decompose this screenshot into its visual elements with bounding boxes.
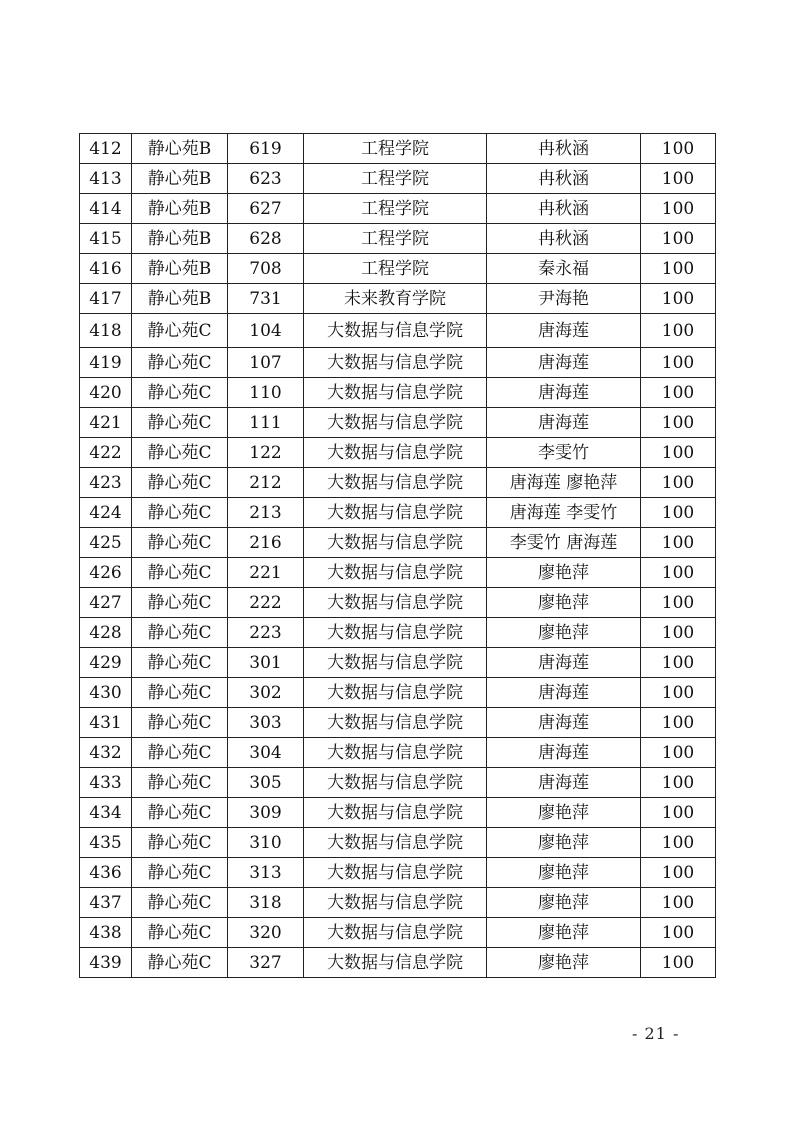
- building-cell: 静心苑B: [132, 224, 228, 254]
- building-cell: 静心苑B: [132, 194, 228, 224]
- score-cell: 100: [641, 134, 716, 164]
- counselor-cell: 冉秋涵: [487, 194, 641, 224]
- building-cell: 静心苑C: [132, 708, 228, 738]
- row-number-cell: 422: [80, 438, 132, 468]
- room-cell: 216: [228, 528, 304, 558]
- score-cell: 100: [641, 708, 716, 738]
- college-cell: 大数据与信息学院: [304, 558, 487, 588]
- score-cell: 100: [641, 284, 716, 314]
- college-cell: 大数据与信息学院: [304, 738, 487, 768]
- counselor-cell: 廖艳萍: [487, 798, 641, 828]
- score-cell: 100: [641, 438, 716, 468]
- score-cell: 100: [641, 828, 716, 858]
- counselor-cell: 唐海莲 李雯竹: [487, 498, 641, 528]
- table-row: [80, 678, 716, 708]
- table-row: [80, 194, 716, 224]
- table-row: [80, 284, 716, 314]
- college-cell: 工程学院: [304, 164, 487, 194]
- table-row: [80, 888, 716, 918]
- building-cell: 静心苑C: [132, 798, 228, 828]
- row-number-cell: 424: [80, 498, 132, 528]
- score-cell: 100: [641, 588, 716, 618]
- building-cell: 静心苑C: [132, 348, 228, 378]
- counselor-cell: 李雯竹 唐海莲: [487, 528, 641, 558]
- room-cell: 619: [228, 134, 304, 164]
- row-number-cell: 417: [80, 284, 132, 314]
- score-cell: 100: [641, 918, 716, 948]
- building-cell: 静心苑C: [132, 618, 228, 648]
- counselor-cell: 廖艳萍: [487, 618, 641, 648]
- college-cell: 大数据与信息学院: [304, 468, 487, 498]
- table-row: [80, 224, 716, 254]
- college-cell: 工程学院: [304, 134, 487, 164]
- counselor-cell: 唐海莲: [487, 348, 641, 378]
- counselor-cell: 廖艳萍: [487, 888, 641, 918]
- room-cell: 313: [228, 858, 304, 888]
- building-cell: 静心苑B: [132, 284, 228, 314]
- room-cell: 111: [228, 408, 304, 438]
- counselor-cell: 唐海莲: [487, 314, 641, 348]
- college-cell: 大数据与信息学院: [304, 708, 487, 738]
- college-cell: 大数据与信息学院: [304, 858, 487, 888]
- building-cell: 静心苑C: [132, 768, 228, 798]
- building-cell: 静心苑C: [132, 528, 228, 558]
- table-row: [80, 314, 716, 348]
- college-cell: 大数据与信息学院: [304, 348, 487, 378]
- table-row: [80, 648, 716, 678]
- building-cell: 静心苑C: [132, 558, 228, 588]
- college-cell: 大数据与信息学院: [304, 798, 487, 828]
- score-cell: 100: [641, 858, 716, 888]
- row-number-cell: 428: [80, 618, 132, 648]
- counselor-cell: 唐海莲: [487, 648, 641, 678]
- building-cell: 静心苑B: [132, 134, 228, 164]
- counselor-cell: 李雯竹: [487, 438, 641, 468]
- score-cell: 100: [641, 648, 716, 678]
- counselor-cell: 冉秋涵: [487, 134, 641, 164]
- page-number: - 21 -: [632, 1024, 680, 1043]
- row-number-cell: 421: [80, 408, 132, 438]
- table-row: [80, 828, 716, 858]
- row-number-cell: 430: [80, 678, 132, 708]
- row-number-cell: 432: [80, 738, 132, 768]
- building-cell: 静心苑B: [132, 254, 228, 284]
- row-number-cell: 438: [80, 918, 132, 948]
- counselor-cell: 秦永福: [487, 254, 641, 284]
- college-cell: 大数据与信息学院: [304, 648, 487, 678]
- room-cell: 304: [228, 738, 304, 768]
- counselor-cell: 廖艳萍: [487, 588, 641, 618]
- building-cell: 静心苑B: [132, 164, 228, 194]
- row-number-cell: 414: [80, 194, 132, 224]
- counselor-cell: 廖艳萍: [487, 858, 641, 888]
- college-cell: 工程学院: [304, 194, 487, 224]
- building-cell: 静心苑C: [132, 948, 228, 978]
- building-cell: 静心苑C: [132, 918, 228, 948]
- score-cell: 100: [641, 618, 716, 648]
- score-cell: 100: [641, 468, 716, 498]
- row-number-cell: 426: [80, 558, 132, 588]
- college-cell: 大数据与信息学院: [304, 918, 487, 948]
- row-number-cell: 416: [80, 254, 132, 284]
- counselor-cell: 廖艳萍: [487, 558, 641, 588]
- building-cell: 静心苑C: [132, 498, 228, 528]
- room-cell: 623: [228, 164, 304, 194]
- score-cell: 100: [641, 798, 716, 828]
- table-row: [80, 948, 716, 978]
- row-number-cell: 429: [80, 648, 132, 678]
- building-cell: 静心苑C: [132, 314, 228, 348]
- room-cell: 104: [228, 314, 304, 348]
- table-row: [80, 858, 716, 888]
- score-cell: 100: [641, 738, 716, 768]
- score-cell: 100: [641, 528, 716, 558]
- table-row: [80, 768, 716, 798]
- room-cell: 303: [228, 708, 304, 738]
- counselor-cell: 廖艳萍: [487, 948, 641, 978]
- counselor-cell: 唐海莲: [487, 678, 641, 708]
- building-cell: 静心苑C: [132, 588, 228, 618]
- room-cell: 110: [228, 378, 304, 408]
- table-row: [80, 378, 716, 408]
- score-cell: 100: [641, 224, 716, 254]
- building-cell: 静心苑C: [132, 408, 228, 438]
- room-cell: 309: [228, 798, 304, 828]
- table-row: [80, 528, 716, 558]
- table-row: [80, 438, 716, 468]
- counselor-cell: 唐海莲: [487, 708, 641, 738]
- room-cell: 213: [228, 498, 304, 528]
- score-cell: 100: [641, 164, 716, 194]
- room-cell: 222: [228, 588, 304, 618]
- row-number-cell: 415: [80, 224, 132, 254]
- building-cell: 静心苑C: [132, 738, 228, 768]
- dormitory-score-table: [79, 133, 716, 978]
- building-cell: 静心苑C: [132, 648, 228, 678]
- row-number-cell: 427: [80, 588, 132, 618]
- table-row: [80, 708, 716, 738]
- row-number-cell: 439: [80, 948, 132, 978]
- room-cell: 122: [228, 438, 304, 468]
- room-cell: 627: [228, 194, 304, 224]
- counselor-cell: 唐海莲: [487, 768, 641, 798]
- table-row: [80, 558, 716, 588]
- score-cell: 100: [641, 378, 716, 408]
- building-cell: 静心苑C: [132, 438, 228, 468]
- row-number-cell: 425: [80, 528, 132, 558]
- score-cell: 100: [641, 678, 716, 708]
- table-row: [80, 408, 716, 438]
- row-number-cell: 436: [80, 858, 132, 888]
- room-cell: 310: [228, 828, 304, 858]
- score-cell: 100: [641, 194, 716, 224]
- college-cell: 工程学院: [304, 224, 487, 254]
- room-cell: 628: [228, 224, 304, 254]
- college-cell: 大数据与信息学院: [304, 528, 487, 558]
- table-body: [80, 134, 716, 978]
- row-number-cell: 418: [80, 314, 132, 348]
- room-cell: 212: [228, 468, 304, 498]
- building-cell: 静心苑C: [132, 858, 228, 888]
- score-cell: 100: [641, 314, 716, 348]
- table-row: [80, 918, 716, 948]
- room-cell: 320: [228, 918, 304, 948]
- score-cell: 100: [641, 888, 716, 918]
- building-cell: 静心苑C: [132, 828, 228, 858]
- room-cell: 107: [228, 348, 304, 378]
- row-number-cell: 412: [80, 134, 132, 164]
- score-cell: 100: [641, 768, 716, 798]
- room-cell: 318: [228, 888, 304, 918]
- table-row: [80, 164, 716, 194]
- college-cell: 大数据与信息学院: [304, 314, 487, 348]
- table-row: [80, 134, 716, 164]
- table-row: [80, 468, 716, 498]
- score-cell: 100: [641, 558, 716, 588]
- college-cell: 大数据与信息学院: [304, 618, 487, 648]
- score-cell: 100: [641, 948, 716, 978]
- counselor-cell: 冉秋涵: [487, 224, 641, 254]
- counselor-cell: 唐海莲: [487, 408, 641, 438]
- room-cell: 327: [228, 948, 304, 978]
- room-cell: 731: [228, 284, 304, 314]
- college-cell: 大数据与信息学院: [304, 378, 487, 408]
- college-cell: 大数据与信息学院: [304, 678, 487, 708]
- counselor-cell: 唐海莲 廖艳萍: [487, 468, 641, 498]
- row-number-cell: 419: [80, 348, 132, 378]
- college-cell: 大数据与信息学院: [304, 948, 487, 978]
- college-cell: 工程学院: [304, 254, 487, 284]
- room-cell: 708: [228, 254, 304, 284]
- row-number-cell: 431: [80, 708, 132, 738]
- building-cell: 静心苑C: [132, 468, 228, 498]
- college-cell: 大数据与信息学院: [304, 588, 487, 618]
- table-row: [80, 738, 716, 768]
- room-cell: 221: [228, 558, 304, 588]
- score-cell: 100: [641, 498, 716, 528]
- score-cell: 100: [641, 348, 716, 378]
- college-cell: 大数据与信息学院: [304, 438, 487, 468]
- college-cell: 大数据与信息学院: [304, 498, 487, 528]
- room-cell: 223: [228, 618, 304, 648]
- row-number-cell: 433: [80, 768, 132, 798]
- college-cell: 大数据与信息学院: [304, 408, 487, 438]
- room-cell: 301: [228, 648, 304, 678]
- row-number-cell: 423: [80, 468, 132, 498]
- counselor-cell: 冉秋涵: [487, 164, 641, 194]
- college-cell: 大数据与信息学院: [304, 768, 487, 798]
- table-row: [80, 254, 716, 284]
- row-number-cell: 413: [80, 164, 132, 194]
- table-row: [80, 588, 716, 618]
- score-cell: 100: [641, 254, 716, 284]
- college-cell: 未来教育学院: [304, 284, 487, 314]
- row-number-cell: 437: [80, 888, 132, 918]
- row-number-cell: 435: [80, 828, 132, 858]
- row-number-cell: 434: [80, 798, 132, 828]
- college-cell: 大数据与信息学院: [304, 828, 487, 858]
- score-cell: 100: [641, 408, 716, 438]
- counselor-cell: 廖艳萍: [487, 918, 641, 948]
- college-cell: 大数据与信息学院: [304, 888, 487, 918]
- building-cell: 静心苑C: [132, 678, 228, 708]
- row-number-cell: 420: [80, 378, 132, 408]
- building-cell: 静心苑C: [132, 378, 228, 408]
- table-row: [80, 348, 716, 378]
- room-cell: 305: [228, 768, 304, 798]
- counselor-cell: 尹海艳: [487, 284, 641, 314]
- table-row: [80, 618, 716, 648]
- table-row: [80, 798, 716, 828]
- room-cell: 302: [228, 678, 304, 708]
- table-row: [80, 498, 716, 528]
- counselor-cell: 唐海莲: [487, 738, 641, 768]
- counselor-cell: 廖艳萍: [487, 828, 641, 858]
- counselor-cell: 唐海莲: [487, 378, 641, 408]
- building-cell: 静心苑C: [132, 888, 228, 918]
